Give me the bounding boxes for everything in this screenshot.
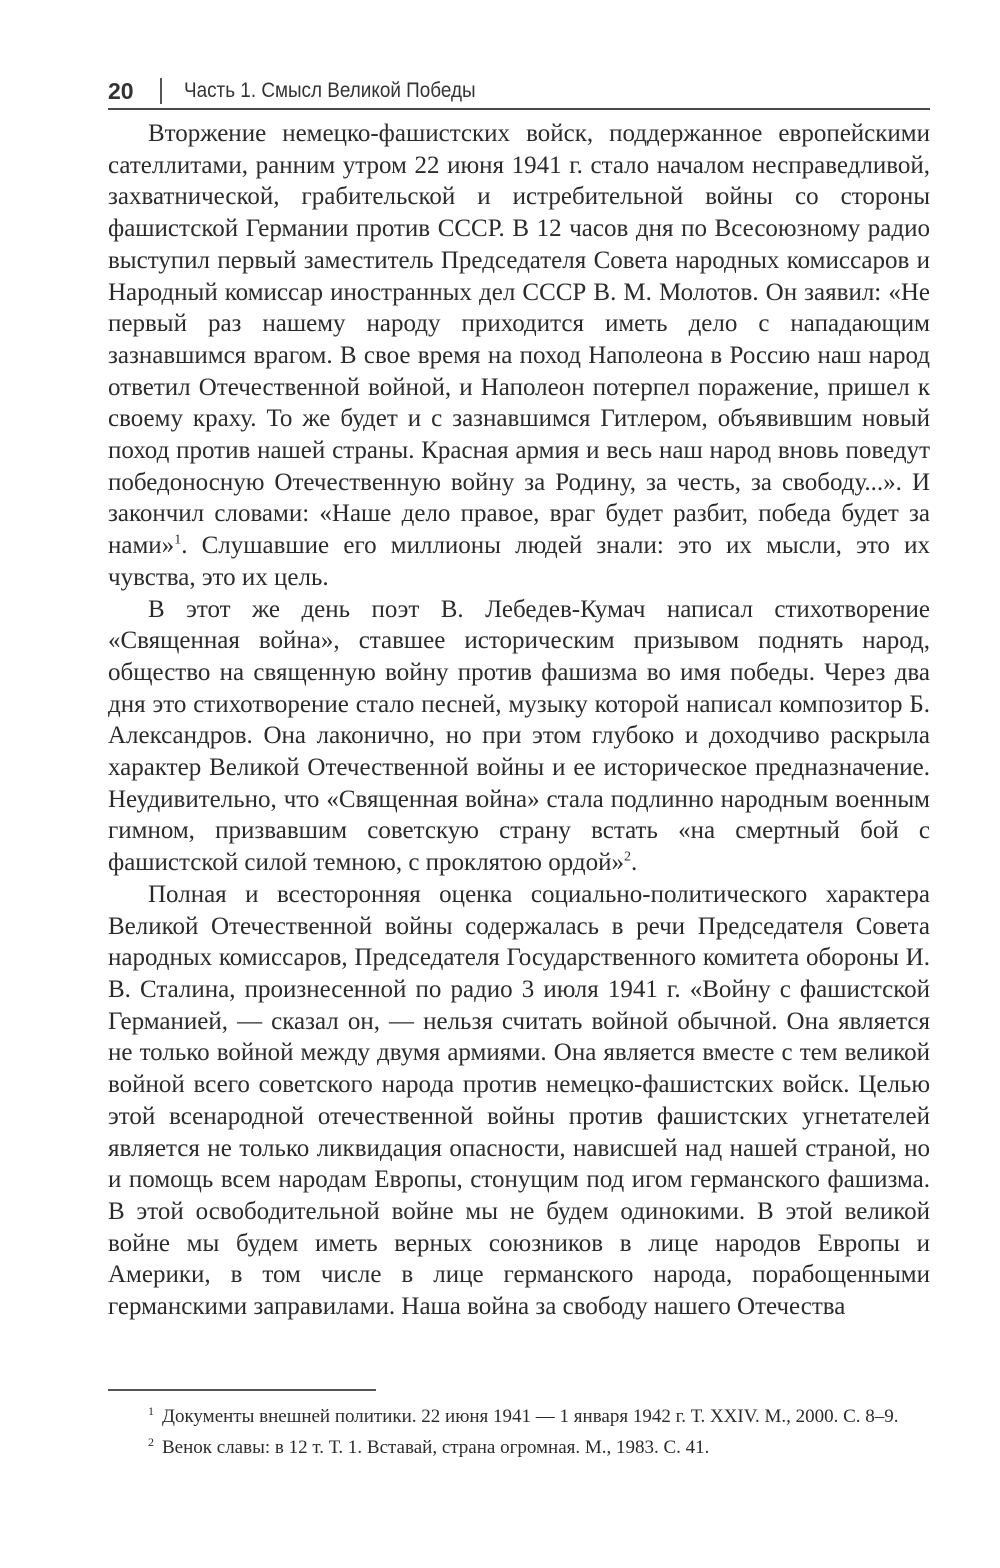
page-number: 20: [108, 78, 134, 104]
page-header: [108, 72, 930, 110]
footnote-mark: 1: [148, 1403, 154, 1418]
footnote-ref: 1: [174, 532, 182, 548]
footnote: [108, 1434, 930, 1461]
paragraph-text-after: . Слушавшие его миллионы людей знали: это их мысли, это их чувства, это их цель.: [108, 532, 930, 591]
main-text: [108, 118, 930, 1323]
paragraph-text: В этот же день поэт В. Лебедев-Кумач написал стихотворение «Священная война», ставшее историческим призывом поднять народ, общество на священную войну против фашизма во имя победы. Через два дня это стихотворение стало песней, музыку которой написал композитор Б. Александров. Она лаконично, но при этом глубоко и доходчиво раскрыла характер Великой Отечественной войны и ее историческое предназначение. Неудивительно, что «Священная война» стала подлинно народным военным гимном, призвавшим советскую страну встать «на смертный бой с фашистской силой темною, с проклятою ордой»: [108, 595, 930, 877]
paragraph: [108, 594, 930, 879]
paragraph: [108, 879, 930, 1323]
footnote-text: Венок славы: в 12 т. Т. 1. Вставай, страна огромная. М., 1983. С. 41.: [162, 1437, 710, 1458]
footnote: [108, 1403, 930, 1430]
footnote-mark: 2: [148, 1434, 154, 1449]
footnote-divider: [108, 1389, 376, 1391]
footnote-text: Документы внешней политики. 22 июня 1941 — 1 января 1942 г. Т. XXIV. М., 2000. С. 8–9.: [162, 1406, 899, 1427]
paragraph-text: Вторжение немецко-фашистских войск, поддержанное европейскими сателлитами, ранним утром 22 июня 1941 г. стало началом несправедливой, захватнической, грабительской и истребительной войны со стороны фашистской Германии против СССР. В 12 часов дня по Всесоюзному радио выступил первый заместитель Председателя Совета народных комиссаров и Народный комиссар иностранных дел СССР В. М. Молотов. Он заявил: «Не первый раз нашему народу приходится иметь дело с нападающим зазнавшимся врагом. В свое время на поход Наполеона в Россию наш народ ответил Отечественной войной, и Наполеон потерпел поражение, пришел к своему краху. То же будет и с зазнавшимся Гитлером, объявившим новый поход против нашей страны. Красная армия и весь наш народ вновь поведут победоносную Отечественную войну за Родину, за честь, за свободу...». И закончил словами: «Наше дело правое, враг будет разбит, победа будет за нами»: [108, 120, 930, 560]
part-title: Часть 1. Смысл Великой Победы: [183, 79, 476, 102]
paragraph-text: Полная и всесторонняя оценка социально-политического характера Великой Отечественной войны содержалась в речи Председателя Совета народных комиссаров, Председателя Государственного комитета обороны И. В. Сталина, произнесенной по радио 3 июля 1941 г. «Войну с фашистской Германией, — сказал он, — нельзя считать войной обычной. Она является не только войной между двумя армиями. Она является вместе с тем великой войной всего советского народа против немецко-фашистских войск. Целью этой всенародной отечественной войны против фашистских угнетателей является не только ликвидация опасности, нависшей над нашей страной, но и помощь всем народам Европы, стонущим под игом германского фашизма. В этой освободительной войне мы не будем одинокими. В этой великой войне мы будем иметь верных союзников в лице народов Европы и Америки, в том числе в лице германского народа, порабощенными германскими заправилами. Наша война за свободу нашего Отечества: [108, 880, 930, 1321]
footnote-ref: 2: [623, 849, 631, 865]
paragraph: [108, 118, 930, 594]
paragraph-text-after: .: [630, 849, 638, 877]
header-divider: [160, 78, 162, 104]
footnotes: [108, 1403, 930, 1465]
